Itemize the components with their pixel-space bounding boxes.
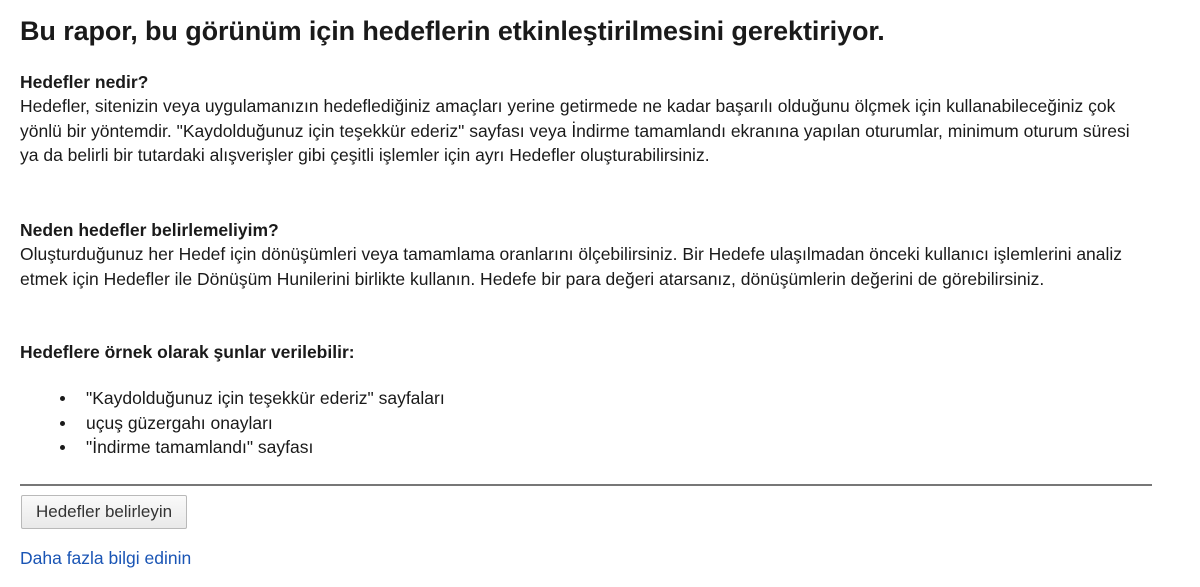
divider <box>20 484 1152 486</box>
list-item-text: "İndirme tamamlandı" sayfası <box>86 437 314 457</box>
list-item <box>20 435 445 460</box>
goal-examples-list <box>20 386 445 460</box>
bullet-icon <box>60 396 65 401</box>
set-goals-button[interactable]: Hedefler belirleyin <box>21 495 187 529</box>
what-are-goals-section <box>20 70 1152 168</box>
why-set-goals-heading: Neden hedefler belirlemeliyim? <box>20 220 279 240</box>
page-title: Bu rapor, bu görünüm için hedeflerin etkinleştirilmesini gerektiriyor. <box>20 16 885 46</box>
what-are-goals-heading: Hedefler nedir? <box>20 72 149 92</box>
list-item <box>20 411 445 436</box>
bullet-icon <box>60 421 65 426</box>
list-item-text: uçuş güzergahı onayları <box>86 412 273 433</box>
learn-more-link[interactable]: Daha fazla bilgi edinin <box>20 548 192 568</box>
what-are-goals-text: Hedefler, sitenizin veya uygulamanızın hedeflediğiniz amaçları yerine getirmede ne kadar başarılı olduğunu ölçmek için kullanabileceğiniz çok yönlü bir yöntemdir. "Kaydolduğunuz için teşekkür ederiz" sayfası veya İndirme tamamlandı ekranına yapılan oturumlar, minimum oturum süresi ya da belirli bir tutardaki alışverişler gibi çeşitli işlemler için ayrı Hedefler oluşturabilirsiniz. <box>20 96 1130 165</box>
list-item-text: "Kaydolduğunuz için teşekkür ederiz" sayfaları <box>86 388 445 408</box>
goal-examples-heading: Hedeflere örnek olarak şunlar verilebilir: <box>20 342 355 362</box>
list-item <box>20 386 445 411</box>
why-set-goals-section <box>20 218 1152 291</box>
why-set-goals-text: Oluşturduğunuz her Hedef için dönüşümleri veya tamamlama oranlarını ölçebilirsiniz. Bir Hedefe ulaşılmadan önceki kullanıcı işlemlerini analiz etmek için Hedefler ile Dönüşüm Hunilerini birlikte kullanın. Hedefe bir para değeri atarsanız, dönüşümlerin değerini de görebilirsiniz. <box>20 244 1123 289</box>
bullet-icon <box>60 445 65 450</box>
goal-examples-section <box>20 340 1152 364</box>
